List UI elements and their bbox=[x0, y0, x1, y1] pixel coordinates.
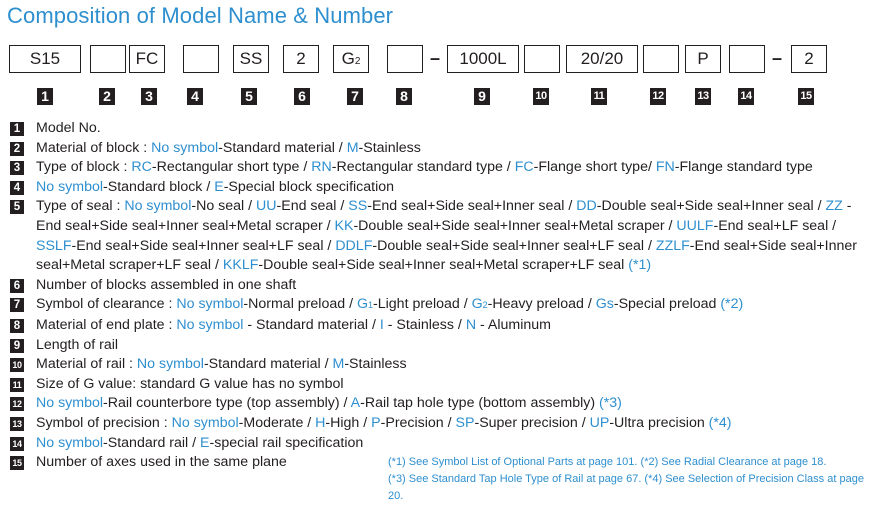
description-text: -Stainless bbox=[344, 356, 407, 373]
symbol-code: P bbox=[371, 414, 381, 431]
symbol-code: SP bbox=[455, 414, 475, 431]
code-box-9 bbox=[447, 45, 519, 73]
description-text: Symbol of clearance : bbox=[36, 296, 177, 313]
description-text: -Light preload / bbox=[373, 296, 472, 313]
legend-item-3 bbox=[10, 158, 870, 178]
description-text: -No seal / bbox=[191, 198, 257, 215]
description-text: Number of axes used in the same plane bbox=[36, 454, 287, 471]
legend-text bbox=[36, 295, 870, 316]
legend-number-badge: 3 bbox=[10, 161, 24, 175]
footnotes bbox=[388, 454, 873, 505]
symbol-code: E bbox=[214, 178, 224, 195]
legend-text bbox=[36, 375, 870, 395]
symbol-code: N bbox=[465, 316, 477, 333]
position-badge-15: 15 bbox=[798, 88, 814, 105]
description-text: -Double seal+Side seal+Inner seal+Metal scraper+LF seal bbox=[258, 257, 629, 274]
legend-number-badge: 15 bbox=[10, 456, 24, 470]
symbol-code: No symbol bbox=[176, 296, 244, 313]
code-box-text: G bbox=[341, 49, 355, 68]
code-box-3 bbox=[129, 45, 165, 73]
symbol-code: RC bbox=[131, 159, 152, 176]
legend-number-badge: 10 bbox=[10, 358, 24, 372]
symbol-code: UP bbox=[589, 414, 610, 431]
symbol-code: SS bbox=[348, 198, 368, 215]
description-text: -End seal / bbox=[276, 198, 349, 215]
code-box-5 bbox=[233, 45, 269, 73]
symbol-code: E bbox=[200, 434, 210, 451]
position-badge-8: 8 bbox=[396, 88, 412, 105]
code-box-text: S15 bbox=[29, 49, 61, 68]
symbol-code: No symbol bbox=[36, 395, 104, 412]
code-box-4 bbox=[183, 45, 219, 73]
legend-number-badge: 12 bbox=[10, 397, 24, 411]
position-badge-4: 4 bbox=[187, 88, 203, 105]
code-box-text: 20/20 bbox=[580, 49, 624, 68]
symbol-code: No symbol bbox=[176, 316, 244, 333]
description-text: -Normal preload / bbox=[243, 296, 357, 313]
symbol-code: KK bbox=[334, 217, 354, 234]
legend-number-badge: 13 bbox=[10, 417, 24, 431]
legend-item-12 bbox=[10, 394, 870, 414]
symbol-code: No symbol bbox=[36, 178, 104, 195]
symbol-code: M bbox=[332, 356, 345, 373]
code-box-text: FC bbox=[135, 49, 159, 68]
code-box-12 bbox=[643, 45, 679, 73]
legend-text bbox=[36, 119, 870, 139]
symbol-code: DDLF bbox=[335, 237, 373, 254]
position-badge-14: 14 bbox=[738, 88, 754, 105]
description-text: Type of seal : bbox=[36, 198, 125, 215]
code-box-11 bbox=[566, 45, 638, 73]
symbol-subscript: 2 bbox=[482, 300, 488, 311]
legend-item-13 bbox=[10, 414, 870, 434]
description-text: Material of end plate : bbox=[36, 316, 177, 333]
code-box-subscript: 2 bbox=[354, 56, 361, 67]
legend-item-10 bbox=[10, 355, 870, 375]
symbol-code: ZZ bbox=[825, 198, 843, 215]
legend-number-badge: 4 bbox=[10, 181, 24, 195]
description-text: -Rail tap hole type (bottom assembly) bbox=[360, 395, 600, 412]
description-text: -High / bbox=[325, 414, 372, 431]
description-text: Symbol of precision : bbox=[36, 414, 172, 431]
code-box-1 bbox=[9, 45, 81, 73]
code-box-text: 2 bbox=[296, 49, 306, 68]
legend-item-1 bbox=[10, 119, 870, 139]
symbol-code: No symbol bbox=[171, 414, 239, 431]
legend-number-badge: 6 bbox=[10, 279, 24, 293]
legend-number-badge: 5 bbox=[10, 200, 24, 214]
symbol-code: RN bbox=[311, 159, 332, 176]
symbol-code: FN bbox=[655, 159, 675, 176]
code-box-2 bbox=[90, 45, 126, 73]
description-text: -Rectangular standard type / bbox=[331, 159, 515, 176]
symbol-code: FC bbox=[514, 159, 534, 176]
legend-text bbox=[36, 178, 870, 198]
symbol-code: DD bbox=[576, 198, 597, 215]
legend-text bbox=[36, 276, 870, 296]
symbol-code: UU bbox=[256, 198, 277, 215]
legend-number-badge: 14 bbox=[10, 437, 24, 451]
symbol-code: (*3) bbox=[599, 395, 622, 412]
description-text: -Stainless bbox=[358, 139, 421, 156]
symbol-code: No symbol bbox=[151, 139, 219, 156]
description-text: Material of block : bbox=[36, 139, 152, 156]
symbol-code: I bbox=[379, 316, 384, 333]
code-box-7 bbox=[333, 45, 369, 73]
dash-separator: – bbox=[430, 48, 441, 68]
legend-item-6 bbox=[10, 276, 870, 296]
code-box-text: 1000L bbox=[459, 49, 507, 68]
code-box-13 bbox=[685, 45, 721, 73]
description-text: -Special preload bbox=[613, 296, 721, 313]
description-text: -Flange short type/ bbox=[533, 159, 656, 176]
legend-item-8 bbox=[10, 316, 870, 336]
description-text: Model No. bbox=[36, 120, 101, 136]
legend-item-7 bbox=[10, 295, 870, 316]
description-text: -Moderate / bbox=[238, 414, 316, 431]
legend-item-9 bbox=[10, 336, 870, 356]
code-box-8 bbox=[387, 45, 423, 73]
legend-text bbox=[36, 316, 870, 336]
code-box-15 bbox=[791, 45, 827, 73]
description-text: -Heavy preload / bbox=[487, 296, 596, 313]
position-badge-2: 2 bbox=[99, 88, 115, 105]
position-badge-6: 6 bbox=[294, 88, 310, 105]
legend-list bbox=[10, 119, 870, 473]
code-box-14 bbox=[729, 45, 765, 73]
legend-item-5 bbox=[10, 197, 870, 275]
description-text: - Standard material / bbox=[243, 316, 380, 333]
position-badge-9: 9 bbox=[474, 88, 490, 105]
legend-number-badge: 2 bbox=[10, 142, 24, 156]
position-badge-13: 13 bbox=[695, 88, 711, 105]
description-text: Type of block : bbox=[36, 159, 132, 176]
code-box-text: 2 bbox=[804, 49, 814, 68]
symbol-code: UULF bbox=[676, 217, 714, 234]
legend-number-badge: 8 bbox=[10, 319, 24, 333]
description-text: -Flange standard type bbox=[674, 159, 813, 176]
symbol-code: A bbox=[350, 395, 361, 412]
description-text: -Double seal+Side seal+Inner seal+Metal scraper / bbox=[353, 217, 677, 234]
legend-item-11 bbox=[10, 375, 870, 395]
legend-text bbox=[36, 158, 870, 178]
position-badge-3: 3 bbox=[141, 88, 157, 105]
page-title: Composition of Model Name & Number bbox=[7, 3, 394, 28]
description-text: - Stainless / bbox=[383, 316, 466, 333]
symbol-code: ZZLF bbox=[655, 237, 690, 254]
description-text: -End seal+LF seal / bbox=[713, 217, 837, 234]
symbol-code: SSLF bbox=[36, 237, 72, 254]
legend-text bbox=[36, 414, 870, 434]
symbol-code: No symbol bbox=[124, 198, 192, 215]
legend-item-2 bbox=[10, 139, 870, 159]
legend-number-badge: 1 bbox=[10, 122, 24, 136]
code-box-text: P bbox=[697, 49, 709, 68]
footnote-line: (*3) See Standard Tap Hole Type of Rail at page 67. (*4) See Selection of Precision Class at page 20. bbox=[388, 473, 864, 502]
description-text: Size of G value: standard G value has no symbol bbox=[36, 375, 344, 392]
legend-text bbox=[36, 434, 870, 454]
footnote-line: (*1) See Symbol List of Optional Parts at page 101. (*2) See Radial Clearance at page 18. bbox=[388, 456, 827, 468]
description-text: -Super precision / bbox=[474, 414, 590, 431]
legend-text bbox=[36, 197, 870, 275]
description-text: -End seal+Side seal+Inner seal+Metal scraper / bbox=[36, 198, 852, 234]
legend-text bbox=[36, 355, 870, 375]
position-badge-1: 1 bbox=[37, 88, 53, 105]
description-text: -Standard material / bbox=[218, 139, 347, 156]
description-text: - Aluminum bbox=[476, 316, 551, 333]
description-text: -End seal+Side seal+Inner seal+Metal scraper+LF seal / bbox=[36, 237, 858, 274]
symbol-code: M bbox=[346, 139, 359, 156]
position-badge-5: 5 bbox=[241, 88, 257, 105]
symbol-code: No symbol bbox=[136, 356, 204, 373]
legend-text bbox=[36, 139, 870, 159]
description-text: -Double seal+Side seal+Inner seal / bbox=[596, 198, 826, 215]
description-text: Length of rail bbox=[36, 336, 119, 353]
description-text: Material of rail : bbox=[36, 356, 137, 373]
position-badge-12: 12 bbox=[650, 88, 666, 105]
description-text: -Precision / bbox=[380, 414, 456, 431]
code-box-text: SS bbox=[239, 49, 263, 68]
description-text: -Ultra precision bbox=[609, 414, 709, 431]
symbol-code: G bbox=[356, 296, 368, 313]
description-text: -Standard rail / bbox=[103, 434, 201, 451]
symbol-code: H bbox=[315, 414, 326, 431]
legend-text bbox=[36, 394, 870, 414]
code-box-6 bbox=[283, 45, 319, 73]
description-text: -End seal+Side seal+Inner seal / bbox=[367, 198, 577, 215]
legend-number-badge: 11 bbox=[10, 378, 24, 392]
symbol-subscript: 1 bbox=[368, 300, 374, 311]
description-text: -Special block specification bbox=[223, 178, 395, 195]
description-text: -Double seal+Side seal+Inner seal+LF seal / bbox=[372, 237, 656, 254]
position-badge-10: 10 bbox=[533, 88, 549, 105]
description-text: -Rail counterbore type (top assembly) / bbox=[103, 395, 351, 412]
symbol-code: G bbox=[471, 296, 483, 313]
symbol-code: No symbol bbox=[36, 434, 104, 451]
description-text: -Standard material / bbox=[203, 356, 333, 373]
description-text: -End seal+Side seal+Inner seal+LF seal / bbox=[71, 237, 336, 254]
legend-item-4 bbox=[10, 178, 870, 198]
symbol-code: (*4) bbox=[708, 414, 732, 431]
legend-number-badge: 7 bbox=[10, 298, 24, 312]
position-badge-11: 11 bbox=[591, 88, 607, 105]
symbol-code: Gs bbox=[595, 296, 614, 313]
position-badge-7: 7 bbox=[347, 88, 363, 105]
symbol-code: (*2) bbox=[720, 296, 744, 313]
description-text: -Standard block / bbox=[103, 178, 215, 195]
symbol-code: KKLF bbox=[222, 257, 259, 274]
legend-text bbox=[36, 336, 870, 356]
description-text: -special rail specification bbox=[209, 434, 364, 451]
legend-number-badge: 9 bbox=[10, 339, 24, 353]
dash-separator: – bbox=[772, 48, 783, 68]
legend-item-14 bbox=[10, 434, 870, 454]
description-text: -Rectangular short type / bbox=[151, 159, 312, 176]
code-box-10 bbox=[524, 45, 560, 73]
symbol-code: (*1) bbox=[628, 257, 652, 274]
description-text: Number of blocks assembled in one shaft bbox=[36, 276, 297, 293]
